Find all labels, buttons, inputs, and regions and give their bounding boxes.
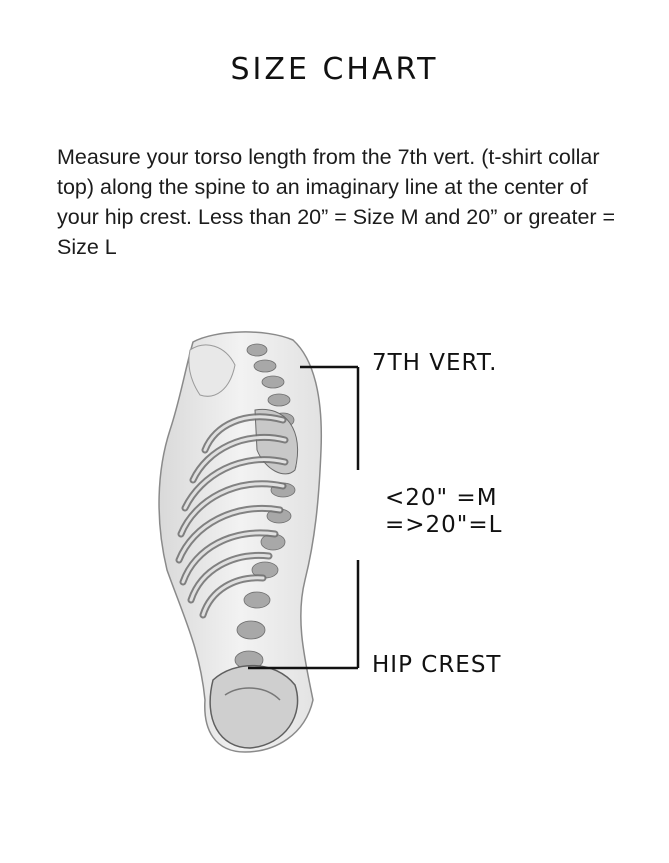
measurement-instructions: Measure your torso length from the 7th vert. (t-shirt collar top) along the spine to an imaginary line at the center of your hip crest. Less than 20” = Size M and 20” or greater = Size L bbox=[57, 145, 616, 259]
page-title: SIZE CHART bbox=[230, 52, 439, 87]
torso-skeleton-illustration bbox=[145, 320, 365, 760]
label-7th-vert: 7TH VERT. bbox=[372, 350, 498, 376]
label-hip-crest: HIP CREST bbox=[372, 652, 502, 678]
label-size-l: =>20"=L bbox=[385, 512, 503, 538]
label-size-m: <20" =M bbox=[385, 485, 498, 511]
